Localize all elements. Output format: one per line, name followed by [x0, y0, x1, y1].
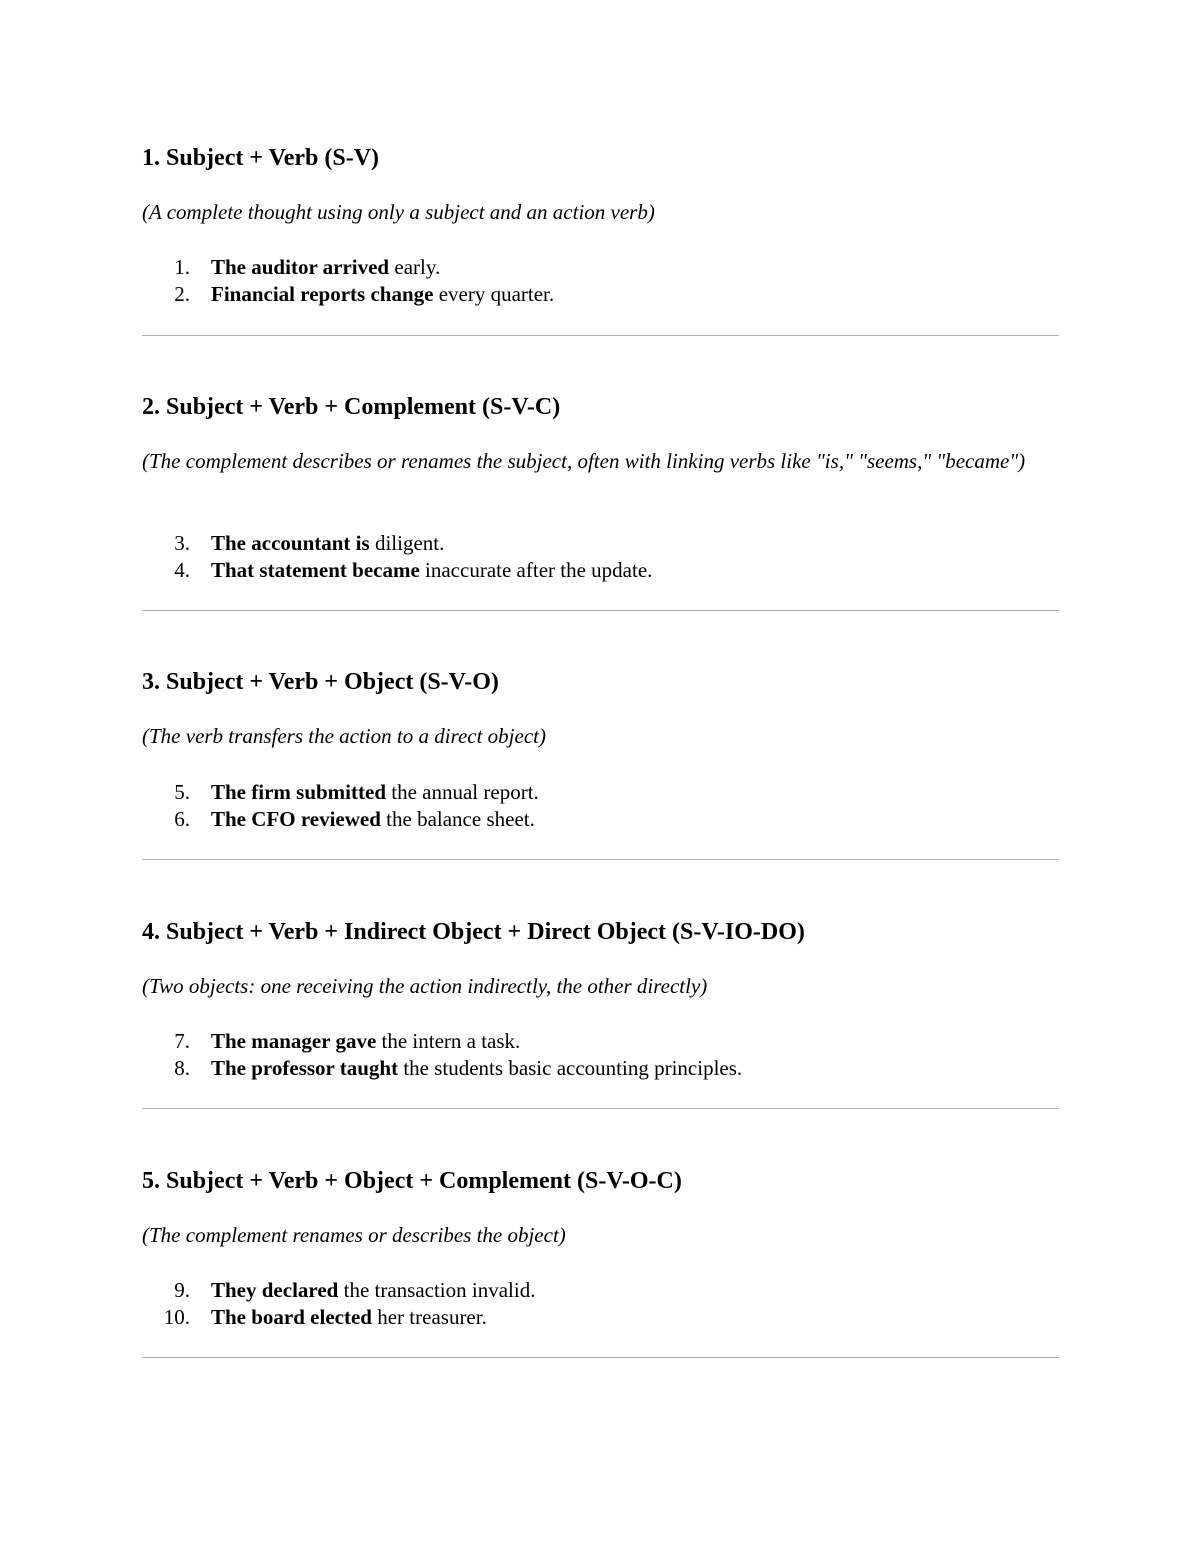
example-remainder: the balance sheet. — [380, 807, 535, 831]
section-heading: 4. Subject + Verb + Indirect Object + Direct Object (S-V-IO-DO) — [142, 919, 805, 945]
example-sentence — [211, 1055, 742, 1082]
example-subject-verb: The board elected — [211, 1305, 372, 1329]
example-subject-verb: They declared — [211, 1278, 339, 1302]
example-remainder: the transaction invalid. — [338, 1278, 536, 1302]
example-item — [142, 1055, 1059, 1082]
example-number: 5. — [174, 780, 190, 804]
example-subject-verb: That statement became — [211, 558, 420, 582]
example-list — [142, 1028, 1059, 1082]
example-item — [142, 1277, 1059, 1304]
example-sentence — [211, 557, 652, 584]
example-sentence — [211, 1304, 487, 1331]
section-heading: 3. Subject + Verb + Object (S-V-O) — [142, 669, 499, 695]
example-sentence — [211, 779, 539, 806]
example-number: 7. — [174, 1029, 190, 1053]
example-item — [142, 1028, 1059, 1055]
example-sentence — [211, 1028, 520, 1055]
example-remainder: the students basic accounting principles. — [398, 1056, 743, 1080]
example-subject-verb: The professor taught — [211, 1056, 399, 1080]
example-sentence — [211, 806, 535, 833]
section-divider — [142, 1357, 1059, 1358]
example-subject-verb: Financial reports change — [211, 282, 434, 306]
example-list — [142, 779, 1059, 833]
example-list — [142, 254, 1059, 308]
example-remainder: the intern a task. — [376, 1029, 521, 1053]
example-number: 10. — [163, 1305, 190, 1329]
example-remainder: inaccurate after the update. — [419, 558, 653, 582]
example-number: 4. — [174, 558, 190, 582]
example-item — [142, 254, 1059, 281]
example-remainder: her treasurer. — [371, 1305, 487, 1329]
section-description: (A complete thought using only a subject and an action verb) — [142, 200, 655, 224]
example-item — [142, 1304, 1059, 1331]
example-remainder: every quarter. — [433, 282, 555, 306]
example-number: 6. — [174, 807, 190, 831]
example-number: 2. — [174, 282, 190, 306]
section-heading: 2. Subject + Verb + Complement (S-V-C) — [142, 394, 561, 420]
section-heading: 5. Subject + Verb + Object + Complement (S-V-O-C) — [142, 1168, 682, 1194]
example-item — [142, 530, 1059, 557]
example-remainder: early. — [389, 255, 441, 279]
section-divider — [142, 335, 1059, 336]
example-sentence — [211, 281, 554, 308]
example-number: 8. — [174, 1056, 190, 1080]
example-subject-verb: The CFO reviewed — [211, 807, 381, 831]
example-number: 3. — [174, 531, 190, 555]
section-divider — [142, 610, 1059, 611]
example-item — [142, 779, 1059, 806]
example-subject-verb: The auditor arrived — [211, 255, 390, 279]
example-item — [142, 557, 1059, 584]
example-sentence — [211, 530, 444, 557]
example-list — [142, 1277, 1059, 1331]
example-item — [142, 806, 1059, 833]
section-heading: 1. Subject + Verb (S-V) — [142, 145, 380, 171]
example-remainder: diligent. — [369, 531, 445, 555]
example-subject-verb: The firm submitted — [211, 780, 386, 804]
example-subject-verb: The manager gave — [211, 1029, 377, 1053]
section-description: (Two objects: one receiving the action indirectly, the other directly) — [142, 974, 708, 998]
example-number: 9. — [174, 1278, 190, 1302]
example-remainder: the annual report. — [386, 780, 539, 804]
section-description: (The complement renames or describes the object) — [142, 1223, 566, 1247]
example-sentence — [211, 254, 440, 281]
section-description: (The complement describes or renames the subject, often with linking verbs like "is," "seems," "became") — [142, 449, 1026, 473]
example-item — [142, 281, 1059, 308]
example-subject-verb: The accountant is — [211, 531, 370, 555]
section-divider — [142, 1108, 1059, 1109]
example-sentence — [211, 1277, 535, 1304]
section-divider — [142, 859, 1059, 860]
example-list — [142, 530, 1059, 584]
example-number: 1. — [174, 255, 190, 279]
section-description: (The verb transfers the action to a direct object) — [142, 724, 546, 748]
